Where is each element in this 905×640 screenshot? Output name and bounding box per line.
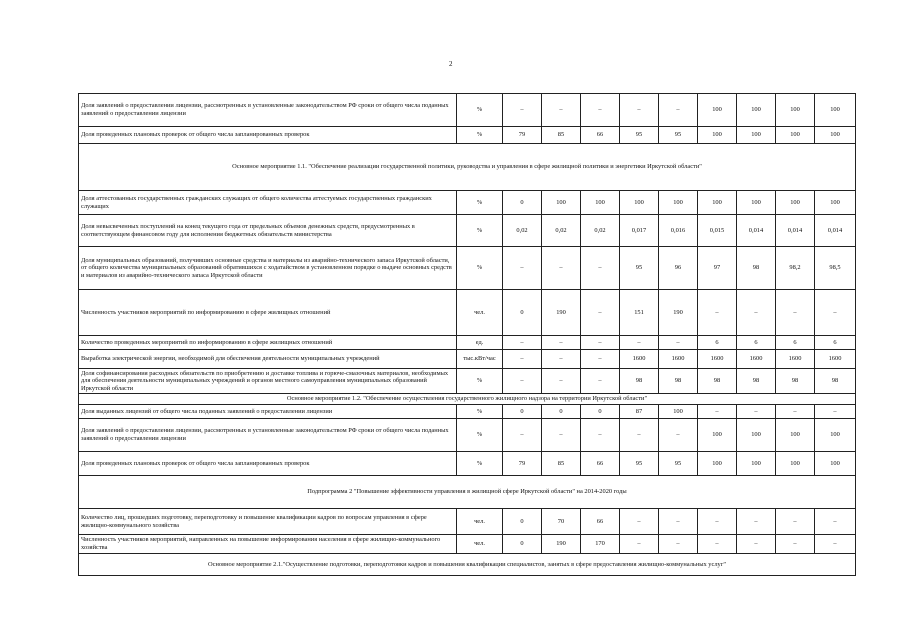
value-cell: 0,02 xyxy=(542,215,581,247)
value-cell: 190 xyxy=(542,290,581,336)
value-cell: 100 xyxy=(737,452,776,476)
value-cell: 100 xyxy=(659,191,698,215)
value-cell: 100 xyxy=(815,127,856,144)
page-number: 2 xyxy=(449,60,453,68)
section-header-row xyxy=(79,394,856,405)
indicator-name: Количество лиц, прошедших подготовку, переподготовку и повышение квалификации кадров по вопросам управления в сфере жилищно-коммунального хозяйства xyxy=(79,509,457,535)
indicator-name: Численность участников мероприятий по информированию в сфере жилищных отношений xyxy=(79,290,457,336)
value-cell: 0,015 xyxy=(698,215,737,247)
value-cell: 151 xyxy=(620,290,659,336)
value-cell: 1600 xyxy=(737,350,776,369)
value-cell: 100 xyxy=(776,191,815,215)
unit-cell: % xyxy=(457,127,503,144)
value-cell: 97 xyxy=(698,247,737,290)
value-cell: 100 xyxy=(737,419,776,452)
unit-cell: тыс.кВт/час xyxy=(457,350,503,369)
value-cell: – xyxy=(581,290,620,336)
unit-cell: % xyxy=(457,369,503,394)
value-cell: – xyxy=(737,509,776,535)
value-cell: 100 xyxy=(698,191,737,215)
value-cell: 70 xyxy=(542,509,581,535)
value-cell: 100 xyxy=(737,94,776,127)
value-cell: – xyxy=(776,535,815,554)
unit-cell: % xyxy=(457,191,503,215)
value-cell: – xyxy=(581,350,620,369)
value-cell: 6 xyxy=(698,336,737,350)
value-cell: 98,5 xyxy=(815,247,856,290)
section-header-row xyxy=(79,144,856,191)
value-cell: 98 xyxy=(815,369,856,394)
value-cell: – xyxy=(776,509,815,535)
section-title: Основное мероприятие 2.1."Осуществление подготовки, переподготовки кадров и повышения квалификации специалистов, занятых в сфере предоставления жилищно-коммунальных услуг" xyxy=(79,554,856,576)
table-row xyxy=(79,452,856,476)
indicator-name: Доля проведенных плановых проверок от общего числа запланированных проверок xyxy=(79,452,457,476)
value-cell: – xyxy=(737,290,776,336)
section-title: Основное мероприятие 1.2. "Обеспечение осуществления государственного жилищного надзора на территории Иркутской области" xyxy=(79,394,856,405)
value-cell: 95 xyxy=(659,452,698,476)
value-cell: 0,02 xyxy=(503,215,542,247)
value-cell: 190 xyxy=(659,290,698,336)
value-cell: – xyxy=(776,405,815,419)
value-cell: 96 xyxy=(659,247,698,290)
value-cell: – xyxy=(659,94,698,127)
table-row xyxy=(79,419,856,452)
value-cell: 1600 xyxy=(776,350,815,369)
value-cell: 6 xyxy=(776,336,815,350)
value-cell: – xyxy=(581,336,620,350)
value-cell: – xyxy=(503,350,542,369)
value-cell: 98 xyxy=(776,369,815,394)
value-cell: 100 xyxy=(815,191,856,215)
section-title: Основное мероприятие 1.1. "Обеспечение реализации государственной политики, руководства и управления в сфере жилищной политики и энергетики Иркутской области" xyxy=(79,144,856,191)
value-cell: 0,016 xyxy=(659,215,698,247)
value-cell: 170 xyxy=(581,535,620,554)
section-header-row xyxy=(79,476,856,509)
value-cell: 87 xyxy=(620,405,659,419)
value-cell: – xyxy=(815,535,856,554)
value-cell: 66 xyxy=(581,452,620,476)
value-cell: – xyxy=(542,247,581,290)
value-cell: 0 xyxy=(503,509,542,535)
value-cell: 100 xyxy=(776,94,815,127)
unit-cell: чел. xyxy=(457,509,503,535)
value-cell: 0,014 xyxy=(776,215,815,247)
value-cell: – xyxy=(698,405,737,419)
value-cell: 100 xyxy=(659,405,698,419)
value-cell: 100 xyxy=(542,191,581,215)
value-cell: 100 xyxy=(581,191,620,215)
value-cell: 66 xyxy=(581,509,620,535)
value-cell: 1600 xyxy=(815,350,856,369)
table-row xyxy=(79,215,856,247)
value-cell: – xyxy=(737,405,776,419)
indicator-name: Доля муниципальных образований, получивших основные средства и материалы из аварийно-технического запаса Иркутской области, от общего количества муниципальных образований обратившихся с ходатайством в установленном порядке о выдаче основных средств и материалов из аварийно-технического запаса Иркутской области xyxy=(79,247,457,290)
value-cell: 100 xyxy=(776,452,815,476)
value-cell: 79 xyxy=(503,452,542,476)
value-cell: 190 xyxy=(542,535,581,554)
value-cell: – xyxy=(503,94,542,127)
value-cell: – xyxy=(815,405,856,419)
value-cell: 0,014 xyxy=(815,215,856,247)
unit-cell: % xyxy=(457,452,503,476)
value-cell: – xyxy=(503,247,542,290)
value-cell: 95 xyxy=(620,127,659,144)
table-row xyxy=(79,369,856,394)
value-cell: – xyxy=(542,419,581,452)
value-cell: 100 xyxy=(698,127,737,144)
value-cell: 100 xyxy=(737,127,776,144)
table-row xyxy=(79,509,856,535)
table-row xyxy=(79,191,856,215)
value-cell: – xyxy=(659,419,698,452)
table-row xyxy=(79,94,856,127)
value-cell: – xyxy=(659,535,698,554)
table-row xyxy=(79,336,856,350)
value-cell: 0 xyxy=(503,191,542,215)
value-cell: 100 xyxy=(815,94,856,127)
indicator-name: Доля аттестованных государственных гражданских служащих от общего количества аттестуемых государственных гражданских служащих xyxy=(79,191,457,215)
indicator-name: Доля софинансирования расходных обязательств по приобретению и доставке топлива и горюче-смазочных материалов, необходимых для обеспечения деятельности муниципальных учреждений и органов местного самоуправления муниципальных образований Иркутской области xyxy=(79,369,457,394)
indicator-name: Выработка электрической энергии, необходимой для обеспечения деятельности муниципальных учреждений xyxy=(79,350,457,369)
value-cell: 0 xyxy=(542,405,581,419)
value-cell: – xyxy=(542,94,581,127)
table-row xyxy=(79,405,856,419)
value-cell: 85 xyxy=(542,127,581,144)
unit-cell: чел. xyxy=(457,535,503,554)
value-cell: – xyxy=(503,419,542,452)
value-cell: 0,02 xyxy=(581,215,620,247)
value-cell: 100 xyxy=(698,419,737,452)
table-row xyxy=(79,127,856,144)
value-cell: – xyxy=(581,369,620,394)
value-cell: – xyxy=(620,419,659,452)
value-cell: – xyxy=(698,535,737,554)
value-cell: 100 xyxy=(620,191,659,215)
value-cell: – xyxy=(698,290,737,336)
table-row xyxy=(79,290,856,336)
value-cell: 98 xyxy=(737,247,776,290)
value-cell: – xyxy=(620,336,659,350)
value-cell: – xyxy=(503,336,542,350)
value-cell: – xyxy=(776,290,815,336)
section-title: Подпрограмма 2 "Повышение эффективности управления в жилищной сфере Иркутской области" на 2014-2020 годы xyxy=(79,476,856,509)
value-cell: – xyxy=(659,509,698,535)
indicator-name: Доля заявлений о предоставлении лицензии, рассмотренных в установленные законодательством РФ сроки от общего числа поданных заявлений о предоставлении лицензии xyxy=(79,94,457,127)
value-cell: 95 xyxy=(659,127,698,144)
table-row xyxy=(79,350,856,369)
value-cell: – xyxy=(659,336,698,350)
value-cell: 0 xyxy=(503,405,542,419)
value-cell: 100 xyxy=(737,191,776,215)
value-cell: 100 xyxy=(698,452,737,476)
value-cell: 0 xyxy=(503,290,542,336)
value-cell: 100 xyxy=(776,419,815,452)
value-cell: 1600 xyxy=(698,350,737,369)
unit-cell: ед. xyxy=(457,336,503,350)
value-cell: 0,017 xyxy=(620,215,659,247)
value-cell: – xyxy=(581,94,620,127)
value-cell: 100 xyxy=(698,94,737,127)
table-row xyxy=(79,247,856,290)
value-cell: 85 xyxy=(542,452,581,476)
value-cell: 95 xyxy=(620,452,659,476)
value-cell: – xyxy=(620,509,659,535)
indicator-name: Доля невысвеченных поступлений на конец текущего года от предельных объемов денежных средств, предусмотренных в соответствующем финансовом году для исполнения бюджетных обязательств министерства xyxy=(79,215,457,247)
indicator-name: Доля выданных лицензий от общего числа поданных заявлений о предоставлении лицензии xyxy=(79,405,457,419)
value-cell: 98,2 xyxy=(776,247,815,290)
value-cell: – xyxy=(815,509,856,535)
value-cell: 100 xyxy=(815,452,856,476)
value-cell: – xyxy=(503,369,542,394)
value-cell: – xyxy=(620,94,659,127)
unit-cell: % xyxy=(457,94,503,127)
value-cell: – xyxy=(737,535,776,554)
unit-cell: % xyxy=(457,419,503,452)
value-cell: 98 xyxy=(659,369,698,394)
indicators-table xyxy=(78,93,856,576)
indicator-name: Доля заявлений о предоставлении лицензии, рассмотренных в установленные законодательством РФ сроки от общего числа поданных заявлений о предоставлении лицензии xyxy=(79,419,457,452)
indicator-name: Доля проведенных плановых проверок от общего числа запланированных проверок xyxy=(79,127,457,144)
value-cell: – xyxy=(698,509,737,535)
value-cell: 100 xyxy=(815,419,856,452)
unit-cell: чел. xyxy=(457,290,503,336)
value-cell: 79 xyxy=(503,127,542,144)
value-cell: 1600 xyxy=(659,350,698,369)
table-row xyxy=(79,535,856,554)
value-cell: 95 xyxy=(620,247,659,290)
value-cell: 66 xyxy=(581,127,620,144)
indicator-name: Количество проведенных мероприятий по информированию в сфере жилищных отношений xyxy=(79,336,457,350)
value-cell: 6 xyxy=(737,336,776,350)
value-cell: 98 xyxy=(698,369,737,394)
value-cell: – xyxy=(542,336,581,350)
unit-cell: % xyxy=(457,405,503,419)
value-cell: – xyxy=(815,290,856,336)
value-cell: – xyxy=(581,247,620,290)
value-cell: 0 xyxy=(581,405,620,419)
value-cell: – xyxy=(620,535,659,554)
unit-cell: % xyxy=(457,215,503,247)
section-header-row xyxy=(79,554,856,576)
value-cell: 1600 xyxy=(620,350,659,369)
value-cell: 100 xyxy=(776,127,815,144)
value-cell: – xyxy=(542,369,581,394)
unit-cell: % xyxy=(457,247,503,290)
value-cell: 6 xyxy=(815,336,856,350)
value-cell: 98 xyxy=(620,369,659,394)
value-cell: 98 xyxy=(737,369,776,394)
value-cell: 0 xyxy=(503,535,542,554)
value-cell: – xyxy=(542,350,581,369)
value-cell: – xyxy=(581,419,620,452)
indicator-name: Численность участников мероприятий, направленных на повышение информирования населения в сфере жилищно-коммунального хозяйства xyxy=(79,535,457,554)
value-cell: 0,014 xyxy=(737,215,776,247)
